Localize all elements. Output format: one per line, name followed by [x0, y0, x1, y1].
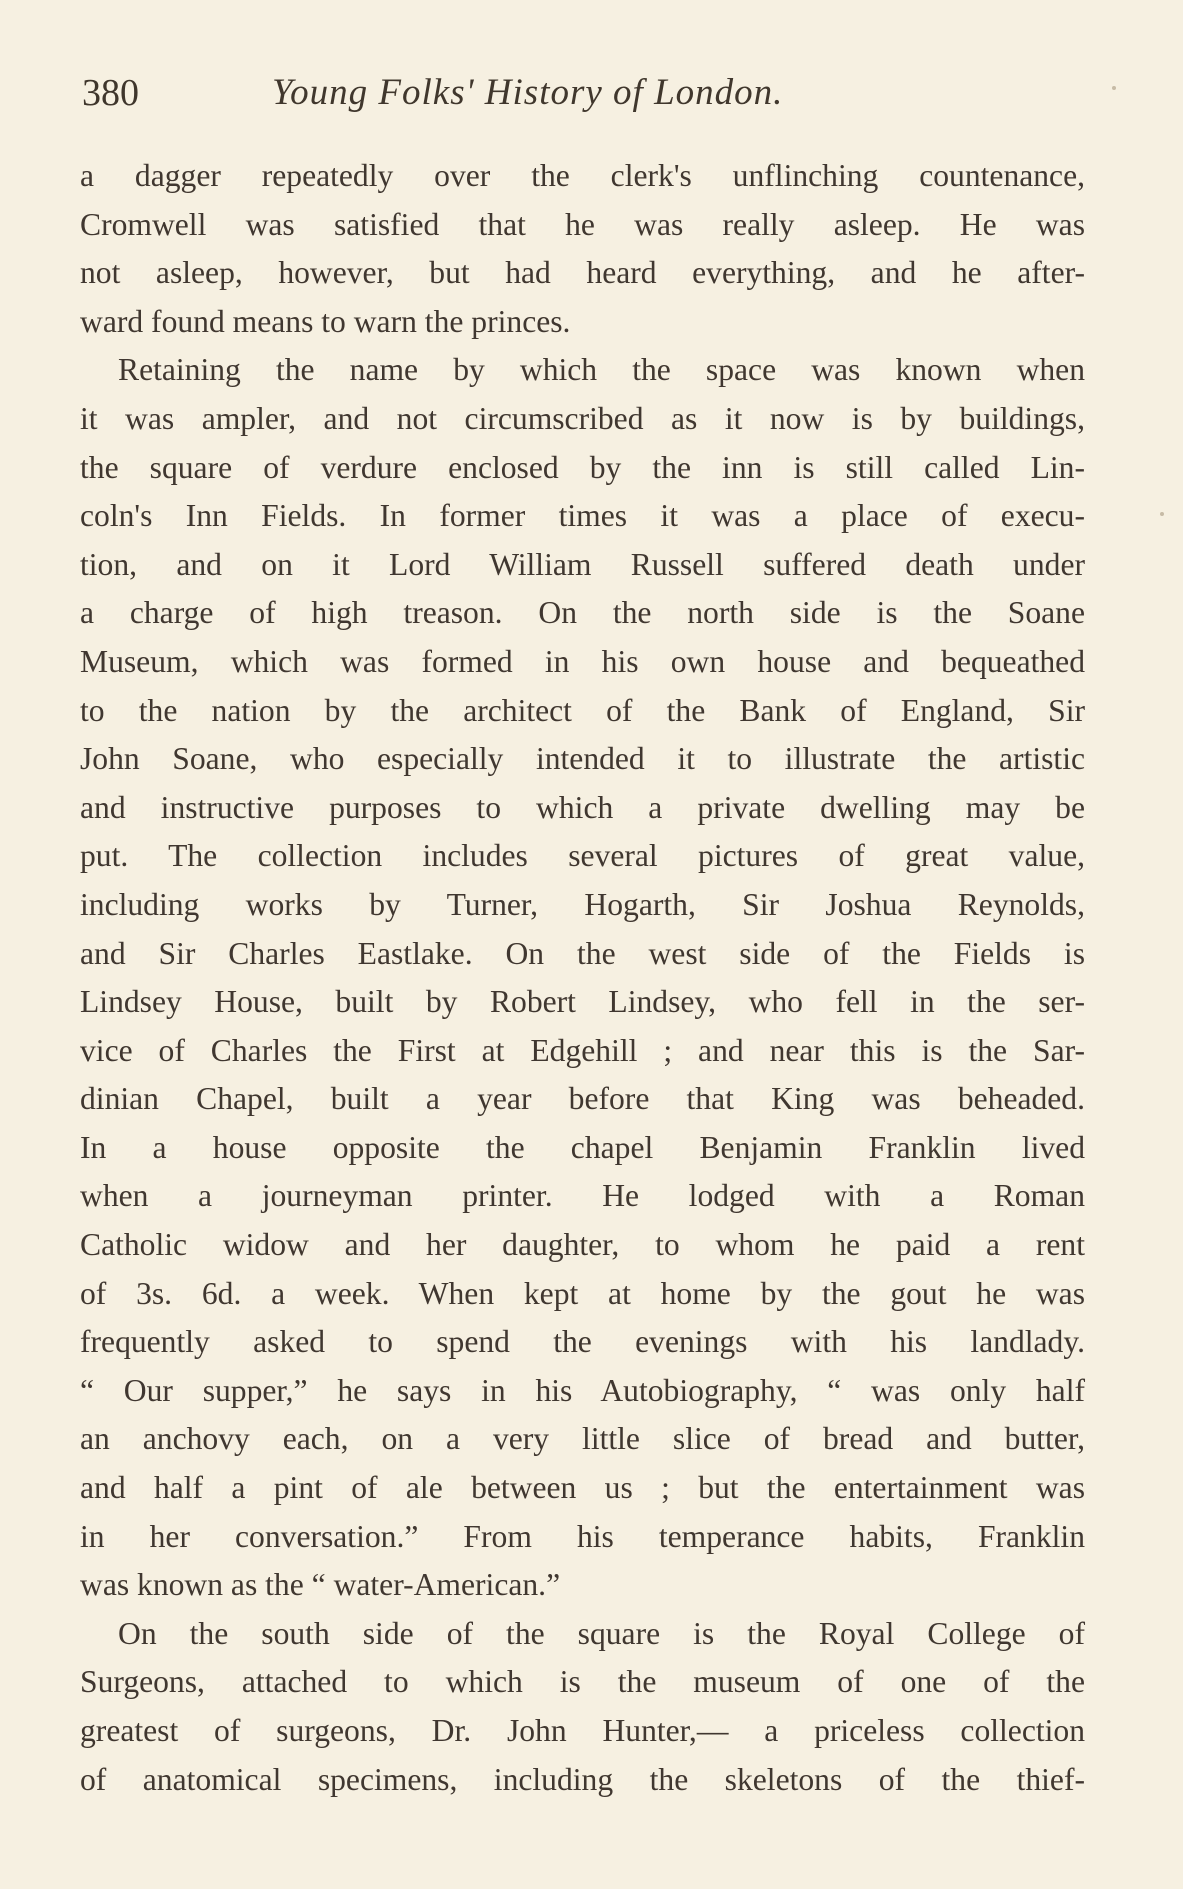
text-line: and half a pint of ale between us ; but the entertainment was	[80, 1470, 1085, 1506]
text-line: greatest of surgeons, Dr. John Hunter,— a priceless collection	[80, 1713, 1085, 1748]
text-line: an anchovy each, on a very little slice of bread and butter,	[80, 1421, 1085, 1457]
text-line: Catholic widow and her daughter, to whom he paid a rent	[80, 1227, 1085, 1263]
text-line: frequently asked to spend the evenings with his landlady.	[80, 1324, 1085, 1360]
text-line: Cromwell was satisfied that he was really asleep. He was	[80, 206, 1085, 242]
text-line: In a house opposite the chapel Benjamin Franklin lived	[80, 1129, 1085, 1165]
text-line: put. The collection includes several pictures of great value,	[80, 838, 1085, 874]
text-line: Lindsey House, built by Robert Lindsey, who fell in the ser-	[80, 984, 1085, 1020]
paragraph-first-line: Retaining the name by which the space was known when	[118, 352, 1085, 388]
paper-speck	[1112, 86, 1116, 90]
text-line: in her conversation.” From his temperance habits, Franklin	[80, 1518, 1085, 1554]
text-line: tion, and on it Lord William Russell suffered death under	[80, 546, 1085, 582]
text-line: Museum, which was formed in his own house and bequeathed	[80, 643, 1085, 679]
text-line: was known as the “ water-American.”	[80, 1567, 561, 1603]
text-line: to the nation by the architect of the Bank of England, Sir	[80, 692, 1085, 728]
text-line: and instructive purposes to which a private dwelling may be	[80, 789, 1085, 825]
paragraph-first-line: On the south side of the square is the Royal College of	[118, 1615, 1085, 1651]
text-line: “ Our supper,” he says in his Autobiography, “ was only half	[80, 1372, 1085, 1408]
page-header	[82, 68, 1082, 118]
text-line: it was ampler, and not circumscribed as it now is by buildings,	[80, 400, 1085, 436]
running-title: Young Folks' History of London.	[272, 72, 784, 113]
text-line: when a journeyman printer. He lodged with a Roman	[80, 1178, 1085, 1214]
text-line: and Sir Charles Eastlake. On the west side of the Fields is	[80, 935, 1085, 971]
text-line: Surgeons, attached to which is the museum of one of the	[80, 1664, 1085, 1700]
text-line: dinian Chapel, built a year before that King was beheaded.	[80, 1081, 1085, 1117]
text-line: not asleep, however, but had heard everything, and he after-	[80, 255, 1085, 291]
text-line: John Soane, who especially intended it to illustrate the artistic	[80, 741, 1085, 777]
page-number: 380	[82, 72, 139, 114]
text-line: a dagger repeatedly over the clerk's unflinching countenance,	[80, 158, 1085, 193]
text-line: including works by Turner, Hogarth, Sir Joshua Reynolds,	[80, 886, 1085, 922]
text-line: coln's Inn Fields. In former times it was a place of execu-	[80, 498, 1085, 534]
text-line: the square of verdure enclosed by the inn is still called Lin-	[80, 449, 1085, 485]
text-line: a charge of high treason. On the north side is the Soane	[80, 595, 1085, 631]
text-line: ward found means to warn the princes.	[80, 303, 571, 339]
text-line: vice of Charles the First at Edgehill ; and near this is the Sar-	[80, 1032, 1085, 1068]
text-line: of 3s. 6d. a week. When kept at home by the gout he was	[80, 1275, 1085, 1311]
text-line: of anatomical specimens, including the skeletons of the thief-	[80, 1761, 1085, 1797]
body-text	[80, 152, 1085, 1804]
paper-speck	[1160, 512, 1164, 516]
